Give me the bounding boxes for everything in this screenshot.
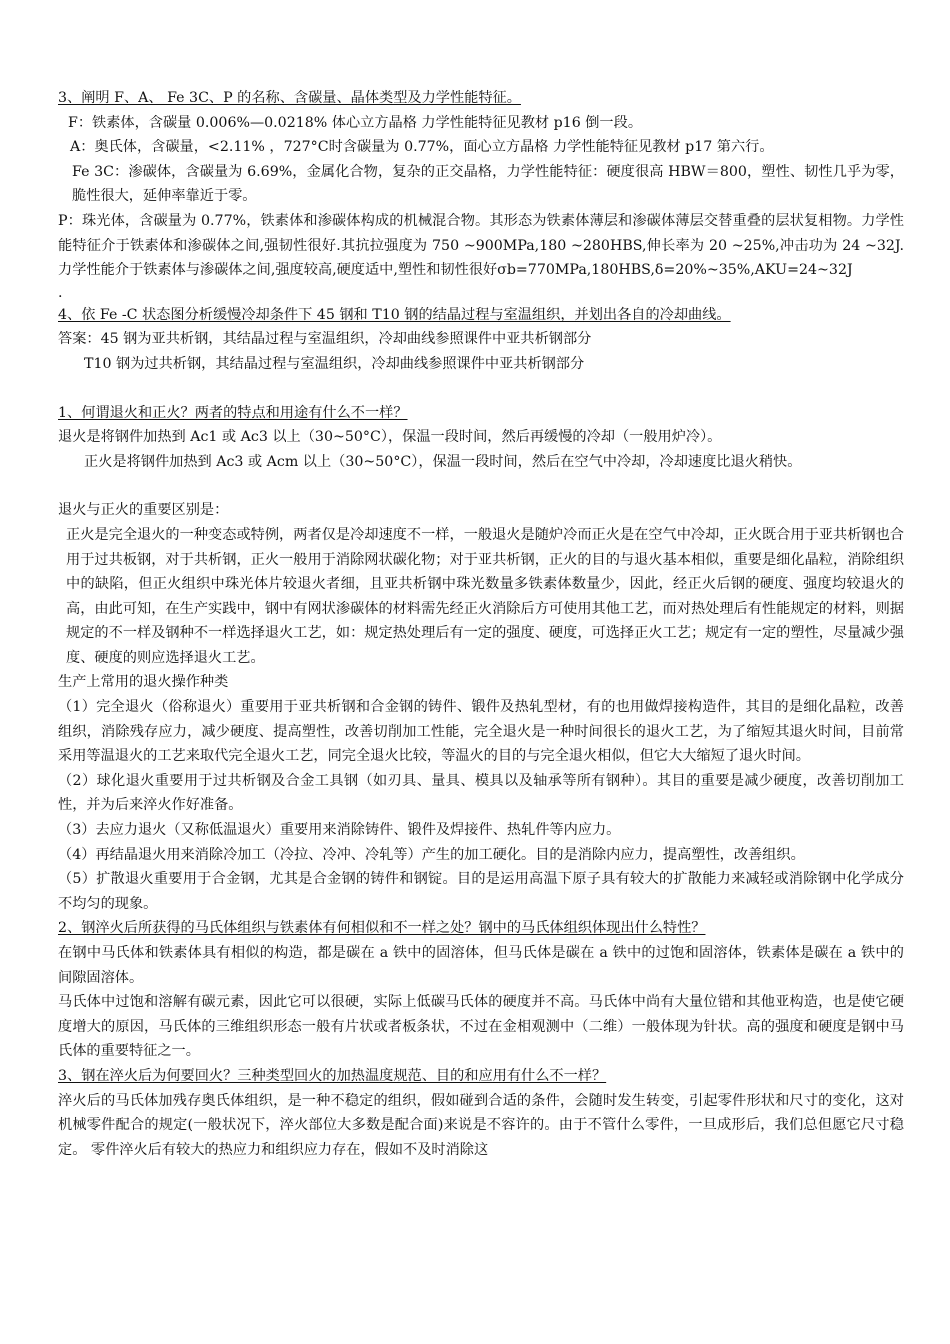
martensite-characteristics: 马氏体中过饱和溶解有碳元素，因此它可以很硬，实际上低碳马氏体的硬度并不高。马氏体中尚有大量位错和其他亚构造，也是使它硬度增大的原因，马氏体的三维组织形态一般有片状或者板条状，不过在金相观测中（二维）一般体现为针状。高的强度和硬度是钢中马氏体的重要特征之一。 [58,994,904,1060]
martensite-comparison: 在钢中马氏体和铁素体具有相似的构造，都是碳在 a 铁中的固溶体，但马氏体是碳在 a 铁中的过饱和固溶体，铁素体是碳在 a 铁中的间隙固溶体。 [58,945,904,986]
annealing-definition: 退火是将钢件加热到 Ac1 或 Ac3 以上（30~50°C），保温一段时间，然后再缓慢的冷却（一般用炉冷）。 [58,429,722,446]
annealing-kinds-heading: 生产上常用的退火操作种类 [58,674,229,691]
spacer [58,377,904,401]
normalizing-definition: 正火是将钢件加热到 Ac3 或 Acm 以上（30~50°C），保温一段时间，然后在空气中冷却，冷却速度比退火稍快。 [84,453,802,470]
question-4-t10-answer: T10 钢为过共析钢，其结晶过程与室温组织，冷却曲线参照课件中亚共析钢部分 [84,355,585,372]
annealing-kind-spheroidizing: （2）球化退火重要用于过共析钢及合金工具钢（如刃具、量具、模具以及轴承等所有钢种）。其目的重要是减少硬度，改善切削加工性，并为后来淬火作好准备。 [58,772,904,814]
stray-dot: . [58,284,63,301]
question-4-heading: 4、依 Fe -C 状态图分析缓慢冷却条件下 45 钢和 T10 钢的结晶过程与室温组织，并划出各自的冷却曲线。 [58,306,731,323]
austenite-answer: A：奥氏体，含碳量，<2.11% ，727°C时含碳量为 0.77%，面心立方晶格 力学性能特征见教材 p17 第六行。 [70,139,774,156]
section2-question-3-heading: 3、钢在淬火后为何要回火？三种类型回火的加热温度规范、目的和应用有什么不一样？ [58,1067,607,1084]
question-3-heading: 3、阐明 F、A、 Fe 3C、P 的名称、含碳量、晶体类型及力学性能特征。 [58,90,521,106]
difference-text: 正火是完全退火的一种变态或特例，两者仅是冷却速度不一样，一般退火是随炉冷而正火是在空气中冷却，正火既合用于亚共析钢也合用于过共板钢，对于共析钢，正火一般用于消除网状碳化物；对于亚共析钢，正火的目的与退火基本相似，重要是细化晶粒，消除组织中的缺陷，但正火组织中珠光体片较退火者细，且亚共析钢中珠光数量多铁素体数量少，因此，经正火后钢的硬度、强度均较退火的高，由此可知，在生产实践中，钢中有网状渗碳体的材料需先经正火消除后方可使用其他工艺，而对热处理后有性能规定的材料，则据规定的不一样及钢种不一样选择退火工艺，如：规定热处理后有一定的强度、硬度，可选择正火工艺；规定有一定的塑性，尽量减少强度、硬度的则应选择退火工艺。 [66,526,904,666]
section2-question-1-heading: 1、何谓退火和正火？两者的特点和用途有什么不一样？ [58,404,408,421]
question-4-answer: 答案：45 钢为亚共析钢，其结晶过程与室温组织，冷却曲线参照课件中亚共析钢部分 [58,331,592,348]
ferrite-answer: F：铁素体，含碳量 0.006%—0.0218% 体心立方晶格 力学性能特征见教材 p16 倒一段。 [68,114,643,131]
annealing-kind-full: （1）完全退火（俗称退火）重要用于亚共析钢和合金钢的铸件、锻件及热轧型材，有的也用做焊接构造件，其目的是细化晶粒，改善组织，消除残存应力，减少硬度、提高塑性，改善切削加工性能，完全退火是一种时间很长的退火工艺，为了缩短其退火时间，目前常采用等温退火的工艺来取代完全退火工艺，同完全退火比较，等温火的目的与完全退火相似，但它大大缩短了退火时间。 [58,699,904,765]
annealing-kind-diffusion: （5）扩散退火重要用于合金钢，尤其是合金钢的铸件和钢锭。目的是运用高温下原子具有较大的扩散能力来减轻或消除钢中化学成分不均匀的现象。 [58,871,904,912]
annealing-kind-stress-relief: （3）去应力退火（又称低温退火）重要用来消除铸件、锻件及焊接件、热轧件等内应力。 [58,822,621,839]
tempering-answer: 淬火后的马氏体加残存奥氏体组织，是一种不稳定的组织，假如碰到合适的条件，会随时发生转变，引起零件形状和尺寸的变化，这对机械零件配合的规定(一般状况下，淬火部位大多数是配合面)来说是不容许的。由于不管什么零件，一旦成形后，我们总但愿它尺寸稳定。 零件淬火后有较大的热应力和组织应力存在，假如不及时消除这 [58,1092,904,1158]
section2-question-2-heading: 2、钢淬火后所获得的马氏体组织与铁素体有何相似和不一样之处？钢中的马氏体组织体现出什么特性？ [58,920,706,937]
document-page [58,86,904,1162]
annealing-kind-recrystallization: （4）再结晶退火用来消除冷加工（冷拉、冷冲、冷轧等）产生的加工硬化。目的是消除内应力，提高塑性，改善组织。 [58,846,805,863]
difference-heading: 退火与正火的重要区别是： [58,502,229,519]
cementite-answer: Fe 3C：渗碳体，含碳量为 6.69%，金属化合物，复杂的正交晶格，力学性能特征：硬度很高 HBW＝800，塑性、韧性几乎为零，脆性很大，延伸率靠近于零。 [72,163,904,205]
spacer [58,474,904,498]
pearlite-answer: P：珠光体，含碳量为 0.77%，铁素体和渗碳体构成的机械混合物。其形态为铁素体薄层和渗碳体薄层交替重叠的层状复相物。力学性能特征介于铁素体和渗碳体之间,强韧性很好.其抗拉强度为 750 ~900MPa,180 ~280HBS,伸长率为 20 ~25%,冲击功为 24 ~32J.力学性能介于铁素体与渗碳体之间,强度较高,硬度适中,塑性和韧性很好σb=770MPa,180HBS,δ=20%~35%,AKU=24~32J [58,212,904,279]
